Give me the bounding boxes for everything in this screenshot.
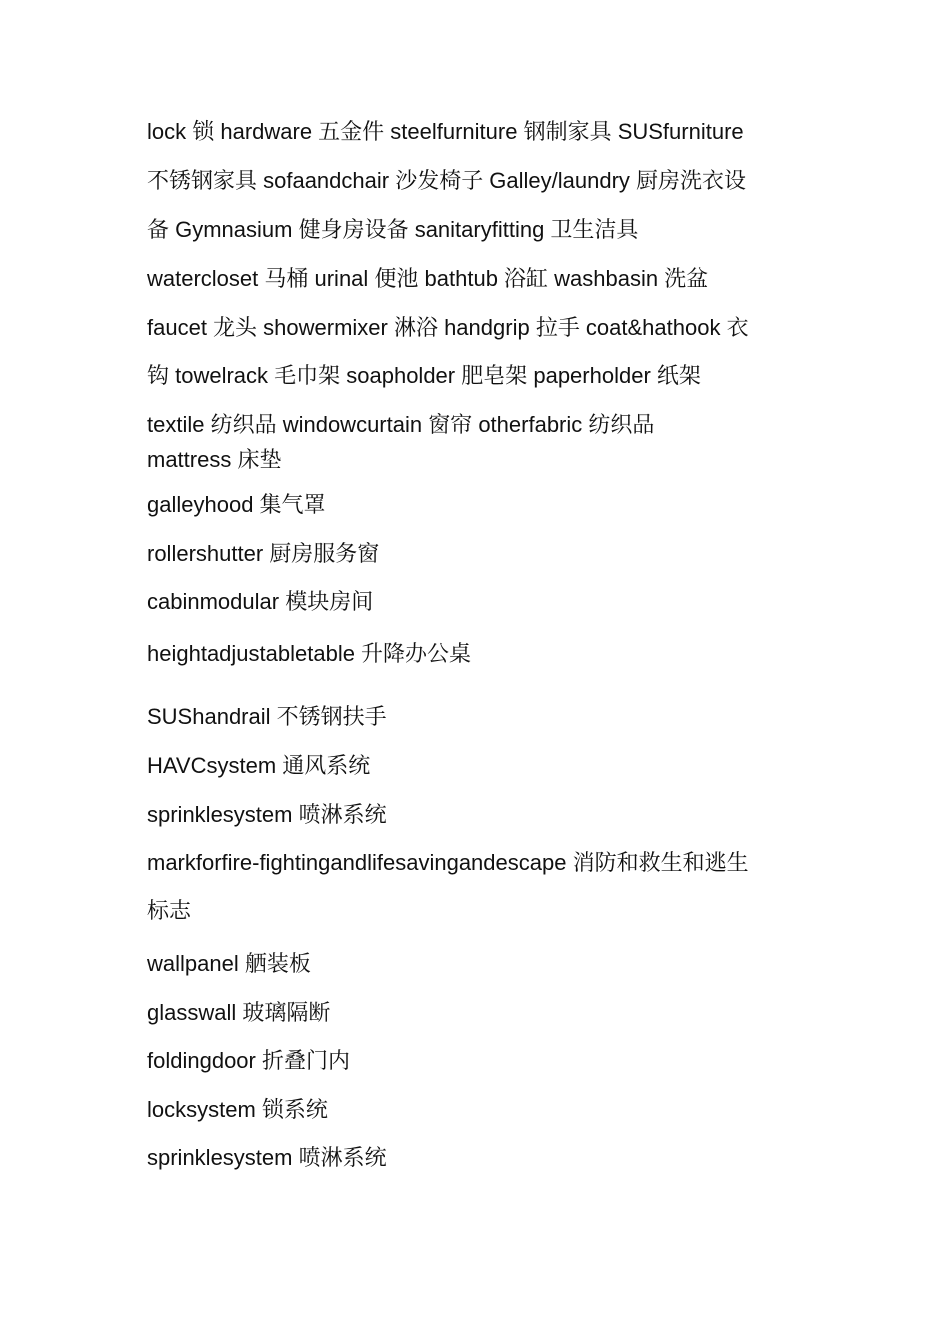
text-line: SUShandrail 不锈钢扶手 (147, 704, 387, 729)
text-line: HAVCsystem 通风系统 (147, 753, 371, 778)
text-line: 不锈钢家具 sofaandchair 沙发椅子 Galley/laundry 厨房洗衣设 (147, 168, 747, 193)
text-line: faucet 龙头 showermixer 淋浴 handgrip 拉手 coat&hathook 衣 (147, 315, 749, 340)
text-line: mattress 床垫 (147, 447, 282, 472)
text-line: glasswall 玻璃隔断 (147, 1000, 331, 1025)
text-line: cabinmodular 模块房间 (147, 589, 374, 614)
text-line: 备 Gymnasium 健身房设备 sanitaryfitting 卫生洁具 (147, 217, 639, 242)
text-line: heightadjustabletable 升降办公桌 (147, 641, 472, 666)
text-line: watercloset 马桶 urinal 便池 bathtub 浴缸 washbasin 洗盆 (147, 266, 709, 291)
text-line: 标志 (147, 898, 192, 923)
text-line: lock 锁 hardware 五金件 steelfurniture 钢制家具 SUSfurniture (147, 119, 744, 144)
text-line: galleyhood 集气罩 (147, 492, 326, 517)
text-line: locksystem 锁系统 (147, 1097, 328, 1122)
text-line: markforfire-fightingandlifesavingandescape 消防和救生和逃生 (147, 850, 749, 875)
text-line: wallpanel 舾装板 (147, 951, 311, 976)
text-line: sprinklesystem 喷淋系统 (147, 802, 387, 827)
text-line: foldingdoor 折叠门内 (147, 1048, 350, 1073)
text-line: 钩 towelrack 毛巾架 soapholder 肥皂架 paperholder 纸架 (147, 363, 701, 388)
text-line: sprinklesystem 喷淋系统 (147, 1145, 387, 1170)
text-line: rollershutter 厨房服务窗 (147, 541, 380, 566)
text-line: textile 纺织品 windowcurtain 窗帘 otherfabric 纺织品 (147, 412, 655, 437)
